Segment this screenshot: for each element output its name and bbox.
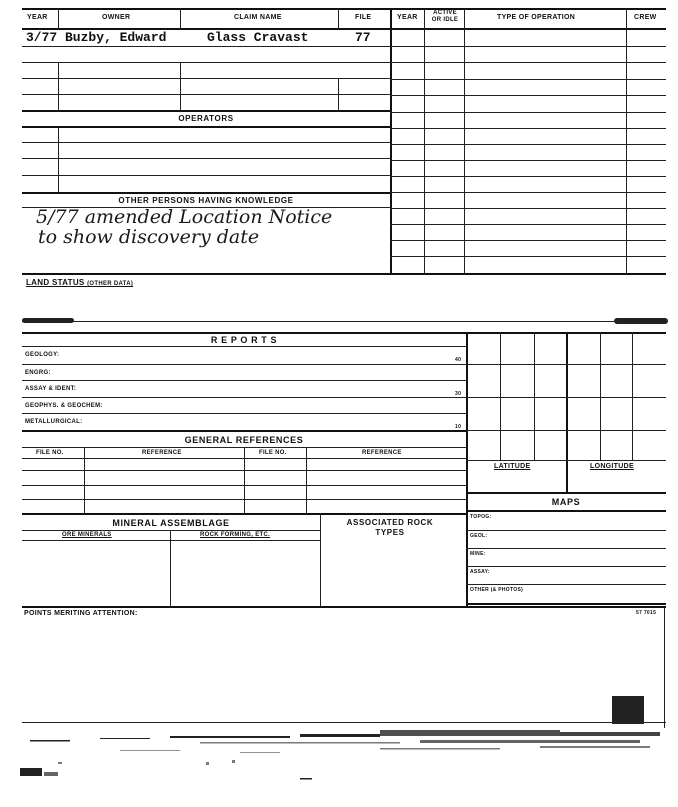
file-entry: 77	[355, 30, 371, 45]
general-references-title: GENERAL REFERENCES	[184, 435, 304, 445]
report-engrg: ENGRG:	[25, 370, 51, 376]
ref-col-file-no-1: FILE NO.	[36, 450, 64, 456]
report-metallurgical-num: 10	[455, 424, 462, 430]
associated-rock-types-label: ASSOCIATED ROCK TYPES	[346, 518, 434, 537]
map-assay: ASSAY:	[470, 569, 490, 575]
header-year-2: YEAR	[397, 14, 418, 21]
latitude-label: LATITUDE	[494, 463, 531, 470]
report-geology-num: 40	[455, 357, 462, 363]
map-geol: GEOL:	[470, 533, 488, 539]
land-status-sub: (OTHER DATA)	[87, 281, 134, 287]
header-type-of-operation: TYPE OF OPERATION	[497, 14, 576, 21]
handwritten-note-line-2: to show discovery date	[38, 226, 260, 248]
map-mine: MINE:	[470, 551, 486, 557]
land-status-label	[26, 278, 133, 287]
map-other-photos: OTHER (& PHOTOS)	[470, 587, 524, 593]
report-assay-num: 30	[455, 391, 462, 397]
form-code: 57 7015	[636, 610, 657, 616]
claim-name-entry: Glass Cravast	[207, 30, 309, 45]
report-geology: GEOLOGY:	[25, 352, 60, 358]
owner-entry: 3/77 Buzby, Edward	[26, 30, 167, 45]
longitude-label: LONGITUDE	[590, 463, 634, 470]
report-geophys: GEOPHYS. & GEOCHEM:	[25, 403, 103, 409]
header-year: YEAR	[27, 14, 48, 21]
ref-col-reference-1: REFERENCE	[142, 450, 182, 456]
header-file: FILE	[355, 14, 372, 21]
rock-forming-label: ROCK FORMING, ETC.	[200, 532, 271, 538]
points-label: POINTS MERITING ATTENTION:	[24, 610, 138, 617]
map-topog: TOPOG:	[470, 514, 492, 520]
maps-title: MAPS	[551, 497, 581, 507]
header-crew: CREW	[634, 14, 657, 21]
mineral-assemblage-title: MINERAL ASSEMBLAGE	[112, 518, 230, 528]
ref-col-reference-2: REFERENCE	[362, 450, 402, 456]
ore-minerals-label: ORE MINERALS	[62, 532, 112, 538]
operators-label: OPERATORS	[178, 114, 234, 123]
reports-title: R E P O R T S	[210, 335, 278, 345]
black-tab-mark	[612, 696, 644, 724]
header-claim-name: CLAIM NAME	[234, 14, 282, 21]
handwritten-note-line-1: 5/77 amended Location Notice	[36, 206, 333, 228]
header-owner: OWNER	[102, 14, 131, 21]
ref-col-file-no-2: FILE NO.	[259, 450, 287, 456]
report-metallurgical: METALLURGICAL:	[25, 419, 83, 425]
header-active-or-idle: ACTIVE OR IDLE	[431, 10, 459, 23]
land-status-title: LAND STATUS	[26, 278, 85, 287]
report-assay: ASSAY & IDENT:	[25, 386, 77, 392]
other-persons-label: OTHER PERSONS HAVING KNOWLEDGE	[118, 196, 294, 205]
